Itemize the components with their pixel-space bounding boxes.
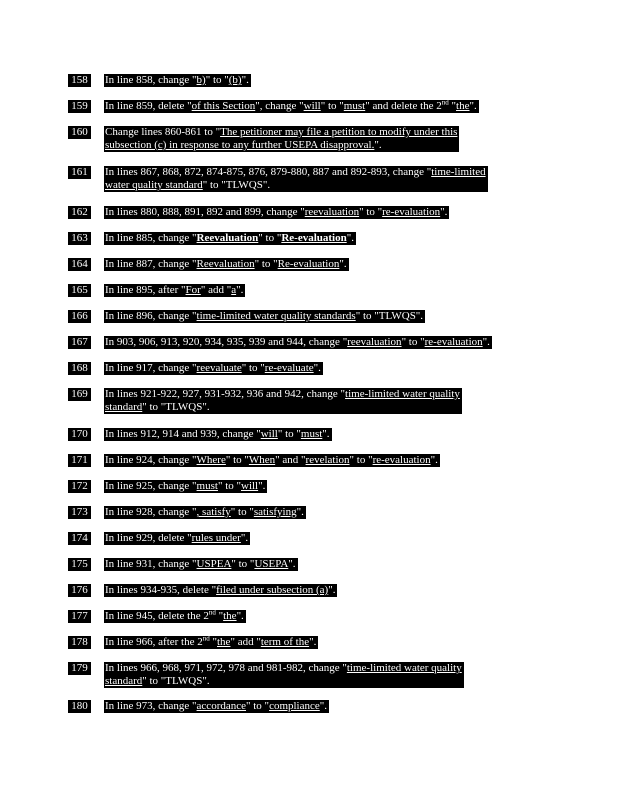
amendment-item	[68, 206, 449, 219]
item-text-segment: ".	[313, 362, 321, 374]
amendment-item	[68, 232, 356, 245]
item-number: 177	[68, 610, 91, 623]
item-text-segment: time-limited water quality standard	[105, 166, 486, 191]
item-text-segment: revelation	[305, 454, 350, 466]
item-text-segment: In 903, 906, 913, 920, 934, 935, 939 and 944, change "	[105, 336, 348, 348]
item-text-segment: In line 931, change "	[105, 558, 197, 570]
item-number: 168	[68, 362, 91, 375]
item-text-segment: In line 859, delete "	[105, 100, 192, 112]
item-text-segment: In line 929, delete "	[105, 532, 192, 544]
item-text	[104, 284, 245, 297]
item-text-segment: rules under	[191, 532, 241, 544]
item-text-segment: a	[231, 284, 237, 296]
item-text-segment: " to "	[277, 428, 301, 440]
item-text	[104, 584, 337, 597]
item-text-segment: ".	[240, 532, 249, 544]
item-number: 176	[68, 584, 91, 597]
item-text-segment: ".	[288, 558, 296, 570]
item-number: 180	[68, 700, 91, 713]
item-text-segment: the	[217, 636, 231, 648]
item-number: 163	[68, 232, 91, 245]
item-number: 165	[68, 284, 91, 297]
item-number: 166	[68, 310, 91, 323]
item-text-segment: USPEA	[196, 558, 232, 570]
item-text	[104, 454, 440, 467]
item-number: 160	[68, 126, 91, 139]
item-text-segment: ", change "	[255, 100, 304, 112]
amendment-item	[68, 310, 425, 323]
item-text	[104, 388, 462, 414]
item-text-segment: must	[196, 480, 218, 492]
item-text-segment: ".	[258, 480, 266, 492]
item-text-segment: " to "TLWQS".	[202, 179, 271, 191]
item-text-segment: compliance	[269, 700, 320, 712]
item-number: 159	[68, 100, 91, 113]
item-text-segment: re-evaluation	[424, 336, 483, 348]
item-text-segment: " and "	[275, 454, 306, 466]
item-text-segment: (b)	[228, 74, 242, 86]
item-text-segment: " to "	[254, 258, 278, 270]
item-text-segment: will	[303, 100, 321, 112]
item-text	[104, 206, 449, 219]
item-text-segment: Re-evaluation	[281, 232, 347, 244]
item-text	[104, 166, 488, 192]
item-text-segment: "	[448, 100, 457, 112]
amendment-item	[68, 532, 250, 545]
item-text-segment: Reevaluation	[196, 258, 255, 270]
item-text-segment: Where	[196, 454, 226, 466]
item-text-segment: filed under subsection (a)	[216, 584, 329, 596]
item-text-segment: nd	[441, 98, 449, 107]
item-text-segment: " to "TLWQS".	[142, 401, 210, 413]
amendment-item	[68, 558, 298, 571]
item-text-segment: ".	[322, 428, 330, 440]
item-number: 179	[68, 662, 91, 675]
item-text-segment: must	[343, 100, 366, 112]
amendment-item	[68, 428, 332, 441]
item-text-segment: ".	[328, 584, 336, 596]
amendment-item	[68, 336, 492, 349]
amendment-item	[68, 662, 464, 688]
item-text	[104, 232, 356, 245]
item-text	[104, 74, 251, 87]
item-text-segment: will	[241, 480, 259, 492]
item-text-segment: , satisfy	[196, 506, 231, 518]
item-text-segment: ".	[440, 206, 448, 218]
item-text-segment: accordance	[196, 700, 247, 712]
item-text-segment: must	[300, 428, 323, 440]
item-number: 161	[68, 166, 91, 179]
item-text-segment: "	[209, 636, 217, 648]
item-text-segment: the	[456, 100, 470, 112]
item-text-segment: Reevaluation	[196, 232, 259, 244]
item-text	[104, 126, 459, 152]
item-text-segment: " to "TLWQS".	[142, 675, 210, 687]
item-text-segment: " to "	[246, 700, 270, 712]
amendment-item	[68, 506, 306, 519]
item-text	[104, 610, 246, 623]
item-text-segment: " to "	[359, 206, 383, 218]
item-text-segment: " add "	[200, 284, 232, 296]
amendment-item	[68, 610, 246, 623]
amendment-item	[68, 584, 337, 597]
item-text	[104, 480, 267, 493]
item-text-segment: USEPA	[254, 558, 289, 570]
item-text-segment: In lines 966, 968, 971, 972, 978 and 981-982, change "	[105, 662, 347, 674]
amendment-item	[68, 74, 251, 87]
amendment-item	[68, 480, 267, 493]
item-text-segment: ".	[319, 700, 328, 712]
item-text-segment: In lines 921-922, 927, 931-932, 936 and 942, change "	[105, 388, 346, 400]
item-text-segment: " to "	[349, 454, 373, 466]
item-text-segment: nd	[202, 634, 210, 643]
item-text-segment: " to "	[401, 336, 425, 348]
item-text-segment: time-limited water quality standard	[105, 662, 462, 687]
item-text-segment: re-evaluation	[372, 454, 431, 466]
item-text-segment: will	[260, 428, 278, 440]
item-text	[104, 506, 306, 519]
item-text-segment: " to "	[217, 480, 241, 492]
item-text	[104, 532, 250, 545]
item-text	[104, 336, 492, 349]
item-text-segment: ".	[296, 506, 304, 518]
item-text	[104, 310, 425, 323]
item-text-segment: time-limited water quality standard	[105, 388, 460, 413]
item-text	[104, 362, 323, 375]
item-text-segment: reevaluate	[196, 362, 242, 374]
item-text	[104, 662, 464, 688]
item-text	[104, 258, 349, 271]
item-text-segment: ".	[241, 74, 249, 86]
item-text	[104, 700, 329, 713]
item-text-segment: " to "	[258, 232, 282, 244]
item-text-segment: In line 973, change "	[105, 700, 197, 712]
item-text-segment: In line 885, change "	[105, 232, 197, 244]
item-text-segment: In line 858, change "	[105, 74, 197, 86]
item-text-segment: In line 966, after the 2	[105, 636, 203, 648]
item-number: 162	[68, 206, 91, 219]
item-text-segment: ".	[236, 610, 244, 622]
item-text-segment: " to "	[230, 506, 254, 518]
item-text-segment: Change lines 860-861 to "	[105, 126, 221, 138]
item-text-segment: In line 925, change "	[105, 480, 197, 492]
item-text-segment: " to "	[320, 100, 344, 112]
item-text	[104, 100, 479, 113]
item-number: 170	[68, 428, 91, 441]
item-text-segment: " and delete the 2	[365, 100, 442, 112]
item-text-segment: the	[223, 610, 237, 622]
item-number: 171	[68, 454, 91, 467]
item-number: 173	[68, 506, 91, 519]
amendment-item	[68, 126, 459, 152]
item-text	[104, 558, 298, 571]
item-text-segment: Re-evaluation	[277, 258, 340, 270]
item-text-segment: In line 887, change "	[105, 258, 197, 270]
item-text-segment: ".	[374, 139, 382, 151]
item-text-segment: In line 896, change "	[105, 310, 197, 322]
item-text-segment: "	[215, 610, 224, 622]
item-number: 174	[68, 532, 91, 545]
item-text	[104, 636, 318, 649]
amendment-item	[68, 258, 349, 271]
item-text-segment: The petitioner may file a petition to modify under this subsection (c) in response to any further USEPA disapproval.	[105, 126, 458, 151]
item-text-segment: reevaluation	[347, 336, 402, 348]
item-text-segment: In line 924, change "	[105, 454, 197, 466]
item-number: 167	[68, 336, 91, 349]
item-text-segment: of this Section	[191, 100, 256, 112]
item-text-segment: re-evaluation	[382, 206, 441, 218]
amendment-item	[68, 454, 440, 467]
item-text	[104, 428, 332, 441]
item-text-segment: " to "	[241, 362, 265, 374]
item-text-segment: nd	[208, 608, 216, 617]
amendment-item	[68, 166, 488, 192]
item-text-segment: ".	[482, 336, 490, 348]
item-number: 158	[68, 74, 91, 87]
amendment-item	[68, 636, 318, 649]
item-text-segment: In line 945, delete the 2	[105, 610, 209, 622]
item-text-segment: ".	[339, 258, 347, 270]
item-text-segment: satisfying	[253, 506, 297, 518]
item-number: 172	[68, 480, 91, 493]
item-text-segment: " add "	[230, 636, 261, 648]
item-text-segment: re-evaluate	[264, 362, 314, 374]
item-text-segment: " to "	[205, 74, 229, 86]
item-text-segment: ".	[236, 284, 244, 296]
item-number: 164	[68, 258, 91, 271]
item-text-segment: In lines 934-935, delete "	[105, 584, 217, 596]
item-number: 178	[68, 636, 91, 649]
amendment-item	[68, 388, 462, 414]
item-text-segment: " to "	[225, 454, 249, 466]
item-text-segment: When	[248, 454, 276, 466]
item-text-segment: In line 917, change "	[105, 362, 197, 374]
item-text-segment: reevaluation	[304, 206, 360, 218]
amendment-item	[68, 700, 329, 713]
item-number: 169	[68, 388, 91, 401]
item-text-segment: ".	[309, 636, 317, 648]
item-text-segment: In lines 867, 868, 872, 874-875, 876, 879-880, 887 and 892-893, change "	[105, 166, 432, 178]
item-text-segment: " to "TLWQS".	[355, 310, 424, 322]
item-text-segment: time-limited water quality standards	[196, 310, 356, 322]
item-text-segment: ".	[346, 232, 354, 244]
amendment-item	[68, 284, 245, 297]
item-text-segment: ".	[469, 100, 477, 112]
item-text-segment: b)	[196, 74, 206, 86]
item-text-segment: For	[185, 284, 201, 296]
item-text-segment: ".	[430, 454, 438, 466]
amendment-item	[68, 100, 479, 113]
item-text-segment: In line 928, change "	[105, 506, 197, 518]
amendment-item	[68, 362, 323, 375]
item-number: 175	[68, 558, 91, 571]
item-text-segment: " to "	[231, 558, 255, 570]
item-text-segment: In line 895, after "	[105, 284, 186, 296]
item-text-segment: In lines 880, 888, 891, 892 and 899, change "	[105, 206, 305, 218]
item-text-segment: term of the	[260, 636, 310, 648]
item-text-segment: In lines 912, 914 and 939, change "	[105, 428, 261, 440]
